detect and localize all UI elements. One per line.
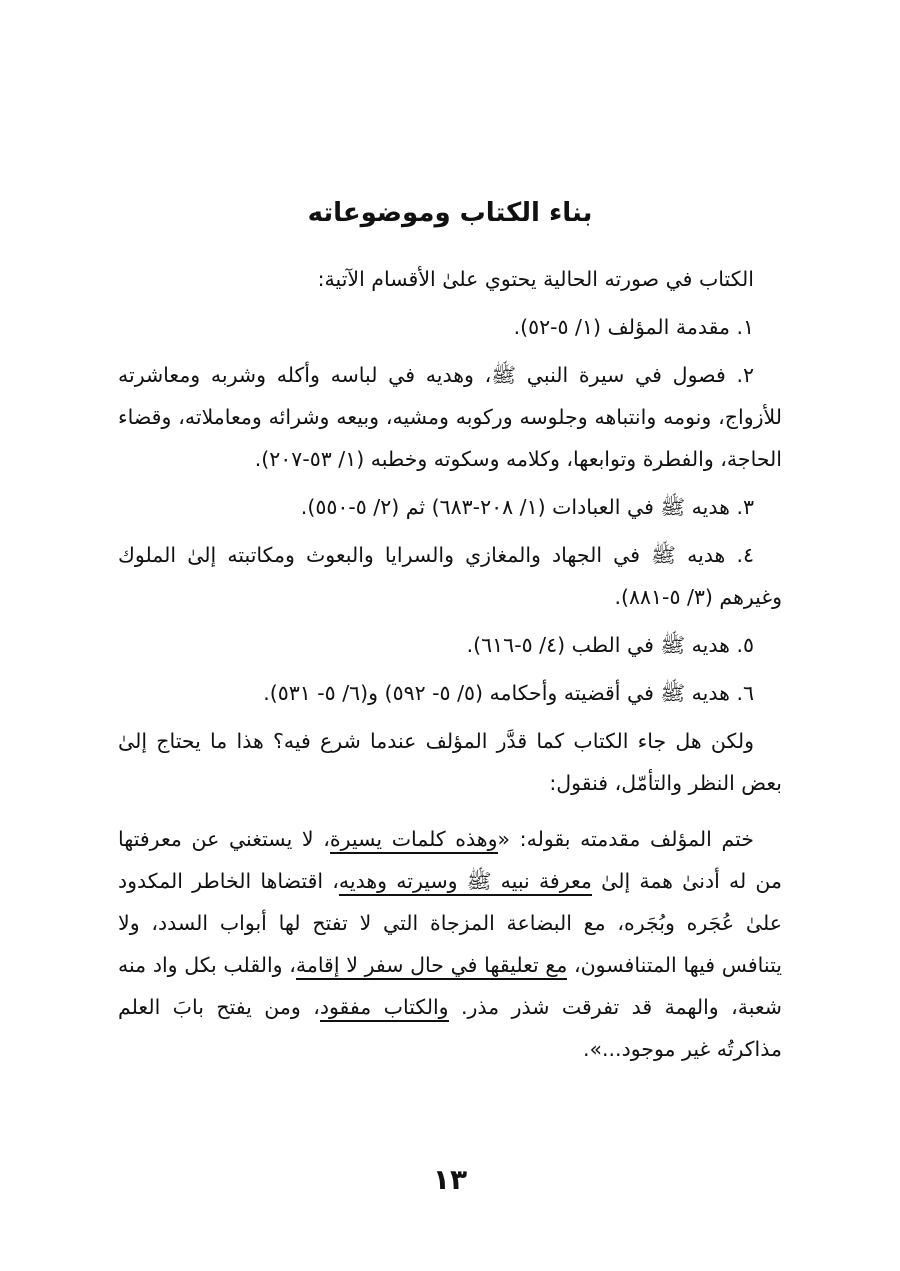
list-item-4: ٤. هديه ﷺ في الجهاد والمغازي والسرايا والبعوث ومكاتبته إلىٰ الملوك وغيرهم (٣/ ٥-٨٨١).	[118, 543, 782, 609]
page-number: ١٣	[432, 1163, 468, 1196]
list-item-6: ٦. هديه ﷺ في أقضيته وأحكامه (٥/ ٥- ٥٩٢) و(٦/ ٥- ٥٣١).	[263, 681, 754, 705]
underlined-phrase-4: والكتاب مفقود	[320, 995, 449, 1022]
quote-text-4: ، والقلب بكل واد منه شعبة، والهمة قد تفرقت شذر مذر.	[118, 953, 782, 1019]
list-item-2: ٢. فصول في سيرة النبي ﷺ، وهديه في لباسه وأكله وشربه ومعاشرته للأزواج، ونومه وانتباهه وجلوسه وركوبه ومشيه، وبيعه وشرائه ومعاملاته، وقضاء الحاجة، والفطرة وتوابعها، وكلامه وسكوته وخطبه (١/ ٥٣-٢٠٧).	[118, 363, 782, 471]
underlined-phrase-1: وهذه كلمات يسيرة	[330, 827, 498, 854]
quote-text-2: ، لا يستغني عن معرفتها من له أدنىٰ همة إلىٰ	[118, 827, 782, 893]
quote-text-3: ، اقتضاها الخاطر المكدود علىٰ عُجَره وبُجَره، مع البضاعة المزجاة التي لا تفتح لها أبواب السدد، ولا يتنافس فيها المتنافسون،	[118, 869, 783, 977]
list-item-5: ٥. هديه ﷺ في الطب (٤/ ٥-٦١٦).	[466, 633, 754, 657]
quote-text-5: ، ومن يفتح بابَ العلم مذاكرتُه غير موجود...».	[118, 995, 782, 1061]
intro-paragraph: الكتاب في صورته الحالية يحتوي علىٰ الأقسام الآتية:	[317, 267, 754, 291]
page	[118, 0, 782, 1271]
list-item-3: ٣. هديه ﷺ في العبادات (١/ ٢٠٨-٦٨٣) ثم (٢/ ٥-٥٥٠).	[300, 495, 754, 519]
underlined-phrase-2: معرفة نبيه ﷺ وسيرته وهديه	[339, 869, 592, 896]
quote-text-1: ختم المؤلف مقدمته بقوله: «	[497, 827, 754, 851]
underlined-phrase-3: مع تعليقها في حال سفر لا إقامة	[296, 953, 567, 980]
question-paragraph: ولكن هل جاء الكتاب كما قدَّر المؤلف عندما شرع فيه؟ هذا ما يحتاج إلىٰ بعض النظر والتأمّل، فنقول:	[118, 729, 782, 795]
page-title: بناء الكتاب وموضوعاته	[307, 198, 593, 229]
body-text	[118, 258, 782, 1076]
quote-paragraph	[118, 818, 782, 1070]
list-item-1: ١. مقدمة المؤلف (١/ ٥-٥٢).	[513, 315, 754, 339]
